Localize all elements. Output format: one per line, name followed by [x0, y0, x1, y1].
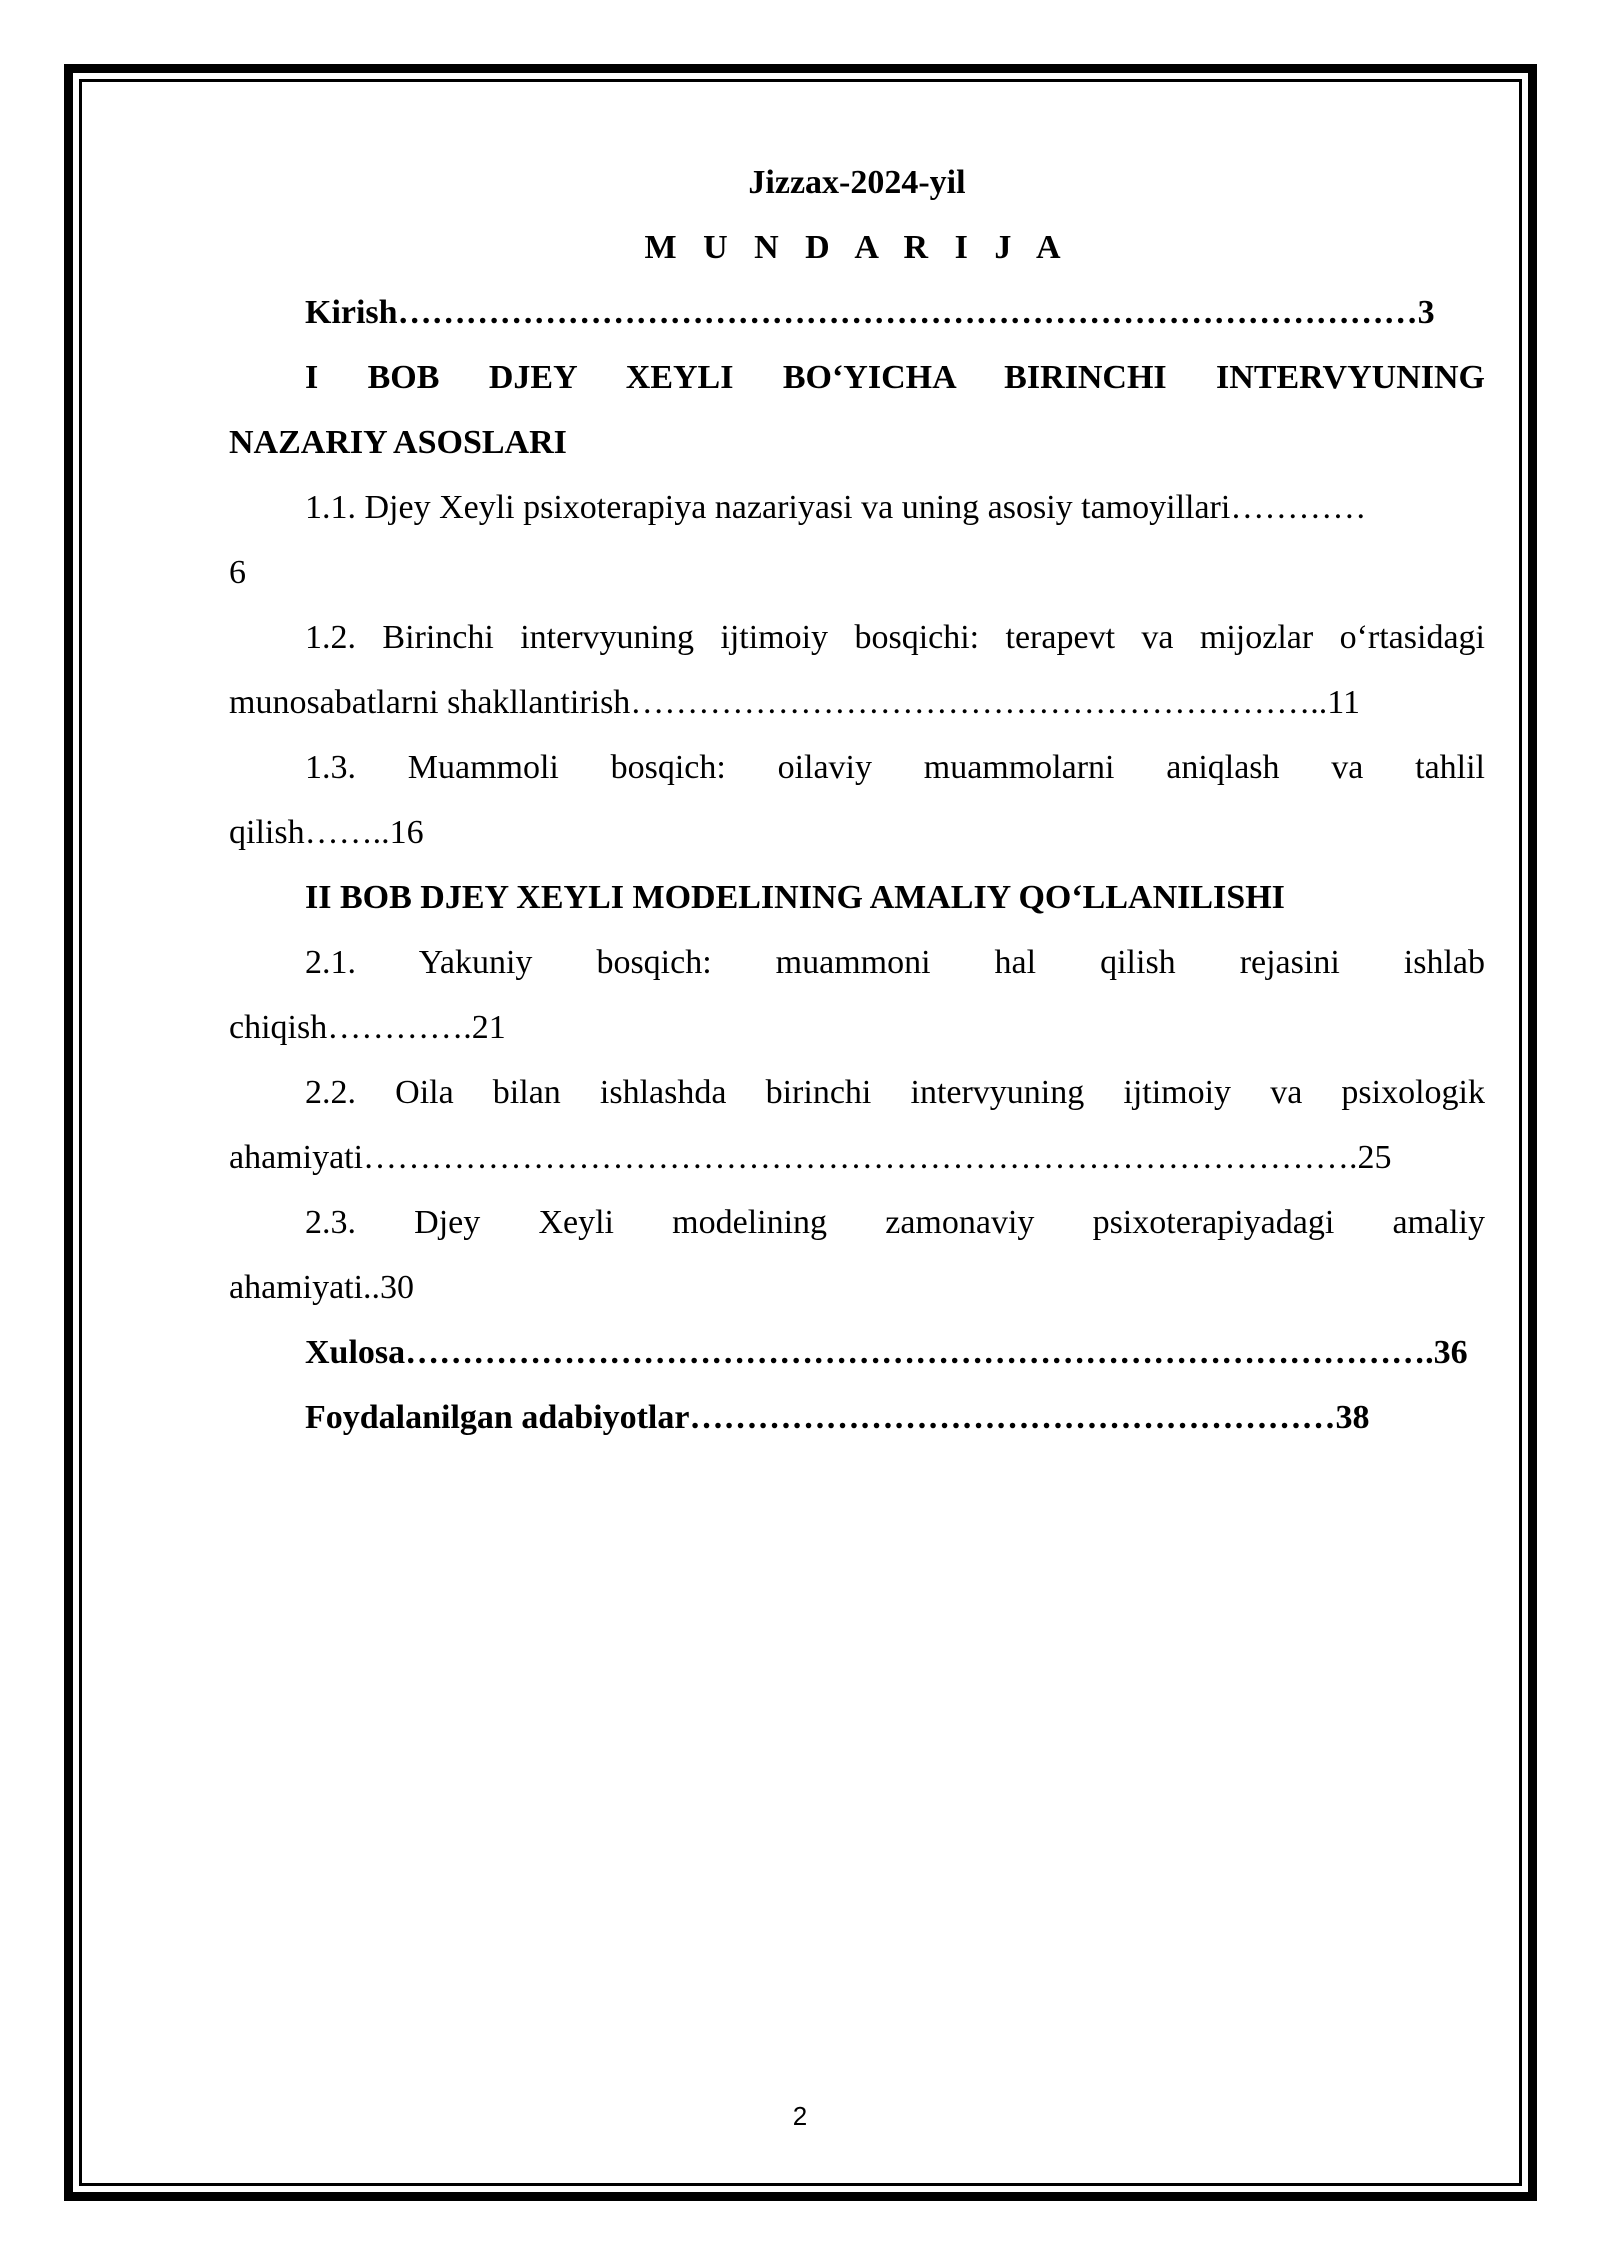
toc-section-1-3-line-2: qilish……..16 — [229, 814, 424, 851]
toc-section-2-3-line-2: ahamiyati..30 — [229, 1269, 415, 1306]
toc-section-2-1 — [229, 930, 1485, 1060]
toc-section-2-3-line-1: 2.3. Djey Xeyli modelining zamonaviy psixoterapiyadagi amaliy — [305, 1204, 1485, 1241]
toc-section-2-1-line-2: chiqish………….21 — [229, 1009, 506, 1046]
page-number: 2 — [792, 2101, 808, 2131]
toc-section-1-3-line-1: 1.3. Muammoli bosqich: oilaviy muammolarni aniqlash va tahlil — [305, 749, 1485, 786]
toc-section-2-2-line-2: ahamiyati…………………………………………………………………………….25 — [229, 1139, 1392, 1176]
toc-section-1-1-line-1: 1.1. Djey Xeyli psixoterapiya nazariyasi va uning asosiy tamoyillari………… — [305, 489, 1367, 526]
toc-chapter-2: II BOB DJEY XEYLI MODELINING AMALIY QO‘LLANILISHI — [305, 879, 1285, 916]
toc-chapter-1-line-1: I BOB DJEY XEYLI BO‘YICHA BIRINCHI INTERVYUNING — [305, 359, 1485, 396]
toc-section-1-3 — [229, 735, 1485, 865]
toc-section-1-2-line-2: munosabatlarni shakllantirish……………………………………………………..11 — [229, 684, 1361, 721]
page-title: M U N D A R I J A — [644, 229, 1070, 266]
toc-section-1-2-line-1: 1.2. Birinchi intervyuning ijtimoiy bosqichi: terapevt va mijozlar o‘rtasidagi — [305, 619, 1485, 656]
toc-conclusion: Xulosa……………………………………………………………………………….36 — [305, 1334, 1468, 1371]
toc-intro: Kirish………………………………………………………………………………3 — [305, 294, 1435, 331]
toc-chapter-1 — [229, 345, 1485, 475]
toc-section-2-2-line-1: 2.2. Oila bilan ishlashda birinchi intervyuning ijtimoiy va psixologik — [305, 1074, 1485, 1111]
toc-section-2-1-line-1: 2.1. Yakuniy bosqich: muammoni hal qilish rejasini ishlab — [305, 944, 1485, 981]
toc-section-1-1-line-2: 6 — [229, 554, 246, 591]
toc-section-1-2 — [229, 605, 1485, 735]
toc-references: Foydalanilgan adabiyotlar…………………………………………………38 — [305, 1399, 1370, 1436]
place-year: Jizzax-2024-yil — [748, 164, 966, 201]
toc-chapter-1-line-2: NAZARIY ASOSLARI — [229, 424, 567, 461]
toc-section-2-2 — [229, 1060, 1485, 1190]
toc-section-1-1 — [229, 475, 1485, 605]
toc-section-2-3 — [229, 1190, 1485, 1320]
document-body — [229, 150, 1485, 1450]
